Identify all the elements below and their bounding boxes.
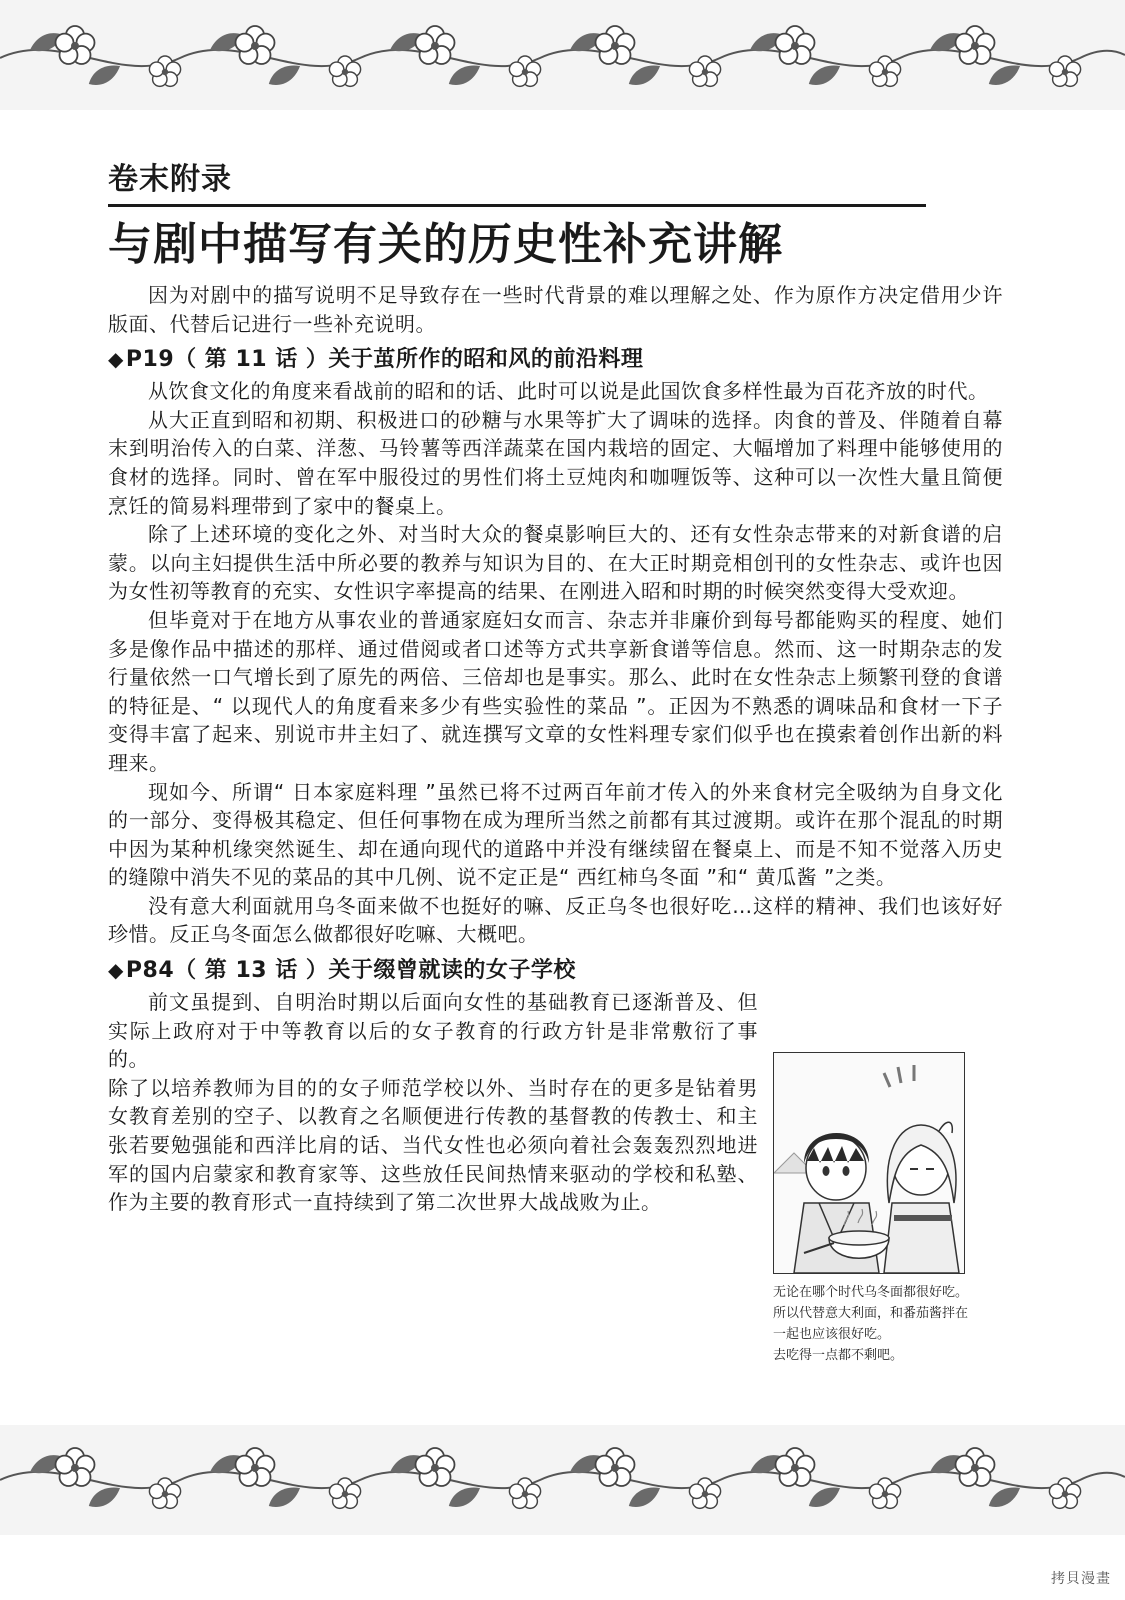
illustration-caption: [773, 1282, 1023, 1366]
intro-paragraph: 因为对剧中的描写说明不足导致存在一些时代背景的难以理解之处、作为原作方决定借用少许版面、代替后记进行一些补充说明。: [108, 283, 1003, 336]
paragraph: 前文虽提到、自明治时期以后面向女性的基础教育已逐渐普及、但实际上政府对于中等教育以后的女子教育的行政方针是非常敷衍了事的。: [108, 990, 758, 1072]
caption-line: 一起也应该很好吃。: [773, 1327, 891, 1342]
paragraph: 但毕竟对于在地方从事农业的普通家庭妇女而言、杂志并非廉价到每号都能购买的程度、她们多是像作品中描述的那样、通过借阅或者口述等方式共享新食谱等信息。然而、这一时期杂志的发行量依然一口气增长到了原先的两倍、三倍却也是事实。那么、此时在女性杂志上频繁刊登的食谱的特征是、“ 以现代人的角度看来多少有些实验性的菜品 ”。正因为不熟悉的调味品和食材一下子变得丰富了起来、别说市井主妇了、就连撰写文章的女性料理专家们似乎也在摸索着创作出新的料理来。: [108, 607, 1003, 775]
page-title: 与剧中描写有关的历史性补充讲解: [108, 219, 783, 270]
caption-line: 所以代替意大利面，和番茄酱拌在: [773, 1306, 969, 1321]
caption-line: 无论在哪个时代乌冬面都很好吃。: [773, 1285, 969, 1300]
section-kicker: 卷末附录: [108, 162, 232, 197]
diamond-icon: ◆: [108, 958, 124, 983]
section-heading-text: P19（ 第 11 话 ）关于茧所作的昭和风的前沿料理: [125, 347, 644, 373]
watermark: 拷貝漫畫: [1051, 1571, 1111, 1587]
section-heading-1: [108, 344, 1003, 375]
caption-line: 去吃得一点都不剩吧。: [773, 1348, 904, 1363]
illustration-panel: [773, 1052, 965, 1274]
paragraph: 现如今、所谓“ 日本家庭料理 ”虽然已将不过两百年前才传入的外来食材完全吸纳为自身文化的一部分、变得极其稳定、但任何事物在成为理所当然之前都有其过渡期。或许在那个混乱的时期中因为某种机缘突然诞生、却在通向现代的道路中并没有继续留在餐桌上、而是不知不觉落入历史的缝隙中消失不见的菜品的其中几例、说不定正是“ 西红柿乌冬面 ”和“ 黄瓜酱 ”之类。: [108, 779, 1003, 890]
section-heading-text: P84（ 第 13 话 ）关于缀曾就读的女子学校: [125, 958, 576, 984]
paragraph: 从大正直到昭和初期、积极进口的砂糖与水果等扩大了调味的选择。肉食的普及、伴随着自幕末到明治传入的白菜、洋葱、马铃薯等西洋蔬菜在国内栽培的固定、大幅增加了料理中能够使用的食材的选择。同时、曾在军中服役过的男性们将土豆炖肉和咖喱饭等、这种可以一次性大量且简便烹饪的简易料理带到了家中的餐桌上。: [108, 407, 1003, 518]
paragraph: 没有意大利面就用乌冬面来做不也挺好的嘛、反正乌冬也很好吃…这样的精神、我们也该好好珍惜。反正乌冬面怎么做都很好吃嘛、大概吧。: [108, 893, 1003, 947]
floral-border-top: [0, 0, 1125, 110]
paragraph: 除了上述环境的变化之外、对当时大众的餐桌影响巨大的、还有女性杂志带来的对新食谱的启蒙。以向主妇提供生活中所必要的教养与知识为目的、在大正时期竞相创刊的女性杂志、或许也因为女性初等教育的充实、女性识字率提高的结果、在刚进入昭和时期的时候突然变得大受欢迎。: [108, 522, 1003, 604]
section-2-text: [108, 988, 758, 1217]
floral-border-bottom: [0, 1425, 1125, 1535]
paragraph: 除了以培养教师为目的的女子师范学校以外、当时存在的更多是钻着男女教育差别的空子、以教育之名顺便进行传教的基督教的传教士、和主张若要勉强能和西洋比肩的话、当代女性也必须向着社会轰轰烈烈地进军的国内启蒙家和教育家等、这些放任民间热情来驱动的学校和私塾、作为主要的教育形式一直持续到了第二次世界大战战败为止。: [108, 1075, 758, 1215]
section-heading-2: [108, 955, 1003, 986]
paragraph: 从饮食文化的角度来看战前的昭和的话、此时可以说是此国饮食多样性最为百花齐放的时代。: [148, 379, 989, 404]
diamond-icon: ◆: [108, 347, 124, 372]
title-divider: [108, 204, 926, 207]
